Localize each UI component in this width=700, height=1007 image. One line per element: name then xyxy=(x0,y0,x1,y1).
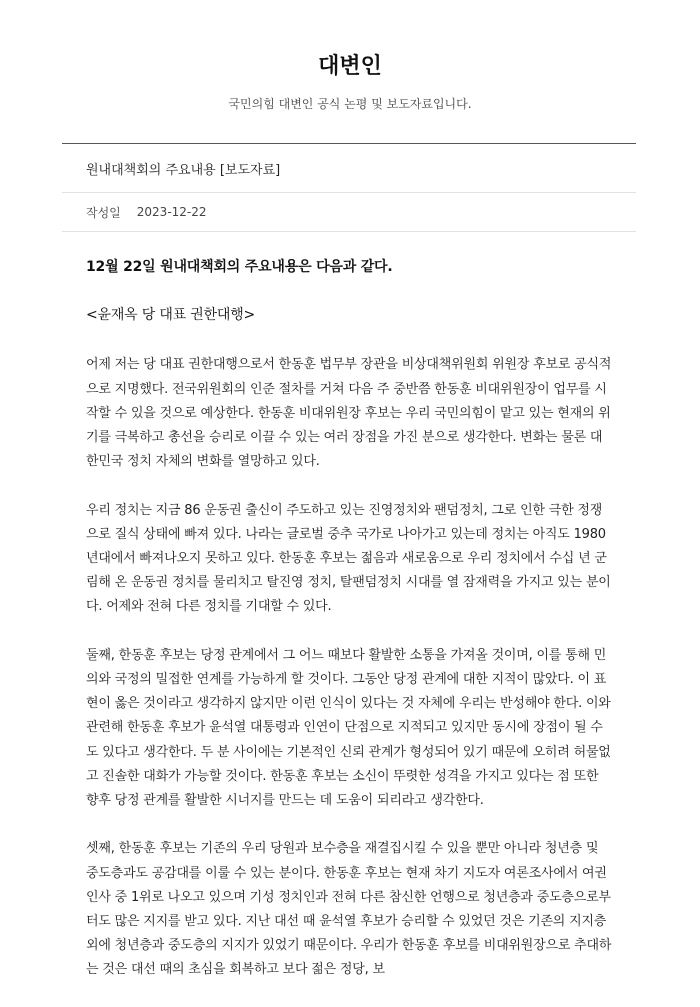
article-paragraph: 셋째, 한동훈 후보는 기존의 우리 당원과 보수층을 재결집시킬 수 있을 뿐만 아니라 청년층 및 중도층과도 공감대를 이룰 수 있는 분이다. 한동훈 후보는 현재 차기 지도자 여론조사에서 여권 인사 중 1위로 나오고 있으며 기성 정치인과 전혀 다른 참신한 언행으로 청년층과 중도층으로부터도 많은 지지를 받고 있다. 지난 대선 때 윤석열 후보가 승리할 수 있었던 것은 기존의 지지층 외에 청년층과 중도층의 지지가 있었기 때문이다. 우리가 한동훈 후보를 비대위원장으로 추대하는 것은 대선 때의 초심을 회복하고 보다 젊은 정당, 보 xyxy=(86,841,612,978)
post-title-text: 원내대책회의 주요내용 [보도자료] xyxy=(86,162,281,178)
article-paragraph: 우리 정치는 지금 86 운동권 출신이 주도하고 있는 진영정치와 팬덤정치, 그로 인한 극한 정쟁으로 질식 상태에 빠져 있다. 나라는 글로벌 중추 국가로 나아가고 있는데 정치는 아직도 1980년대에서 빠져나오지 못하고 있다. 한동훈 후보는 젊음과 새로움으로 우리 정치에서 수십 년 군림해 온 운동권 정치를 물리치고 탈진영 정치, 탈팬덤정치 시대를 열 잠재력을 가지고 있는 분이다. 어제와 전혀 다른 정치를 기대할 수 있다. xyxy=(86,502,611,615)
post-meta xyxy=(62,193,636,232)
article-paragraph: 어제 저는 당 대표 권한대행으로서 한동훈 법무부 장관을 비상대책위원회 위원장 후보로 공식적으로 지명했다. 전국위원회의 인준 절차를 거쳐 다음 주 중반쯤 한동훈 비대위원장이 업무를 시작할 수 있을 것으로 예상한다. 한동훈 비대위원장 후보는 우리 국민의힘이 맡고 있는 현재의 위기를 극복하고 총선을 승리로 이끌 수 있는 여러 장점을 가진 분으로 생각한다. 변화는 물론 대한민국 정치 자체의 변화를 열망하고 있다. xyxy=(86,357,612,470)
post-container xyxy=(62,143,636,1007)
post-title xyxy=(62,144,636,193)
date-value: 2023-12-22 xyxy=(136,205,207,219)
article-lead: 12월 22일 원내대책회의 주요내용은 다음과 같다. xyxy=(86,259,393,275)
article-paragraph: 둘째, 한동훈 후보는 당정 관계에서 그 어느 때보다 활발한 소통을 가져올 것이며, 이를 통해 민의와 국정의 밀접한 연계를 가능하게 할 것이다. 그동안 당정 관계에 대한 지적이 많았다. 이 표현이 옳은 것이라고 생각하지 않지만 이런 인식이 있다는 것 자체에 우리는 반성해야 한다. 이와 관련해 한동훈 후보가 윤석열 대통령과 인연이 단점으로 지적되고 있지만 동시에 장점이 될 수도 있다고 생각한다. 두 분 사이에는 기본적인 신뢰 관계가 형성되어 있기 때문에 오히려 허물없고 진솔한 대화가 가능할 것이다. 한동훈 후보는 소신이 뚜렷한 성격을 가지고 있다는 점 또한 향후 당정 관계를 활발한 시너지를 만드는 데 도움이 되리라고 생각한다. xyxy=(86,647,611,809)
article-body xyxy=(62,232,636,983)
article-heading: <윤재옥 당 대표 권한대행> xyxy=(86,307,256,324)
site-header xyxy=(0,0,700,112)
date-label: 작성일 xyxy=(86,205,121,220)
site-description: 국민의힘 대변인 공식 논평 및 보도자료입니다. xyxy=(228,97,472,111)
site-title[interactable]: 대변인 xyxy=(318,54,382,79)
